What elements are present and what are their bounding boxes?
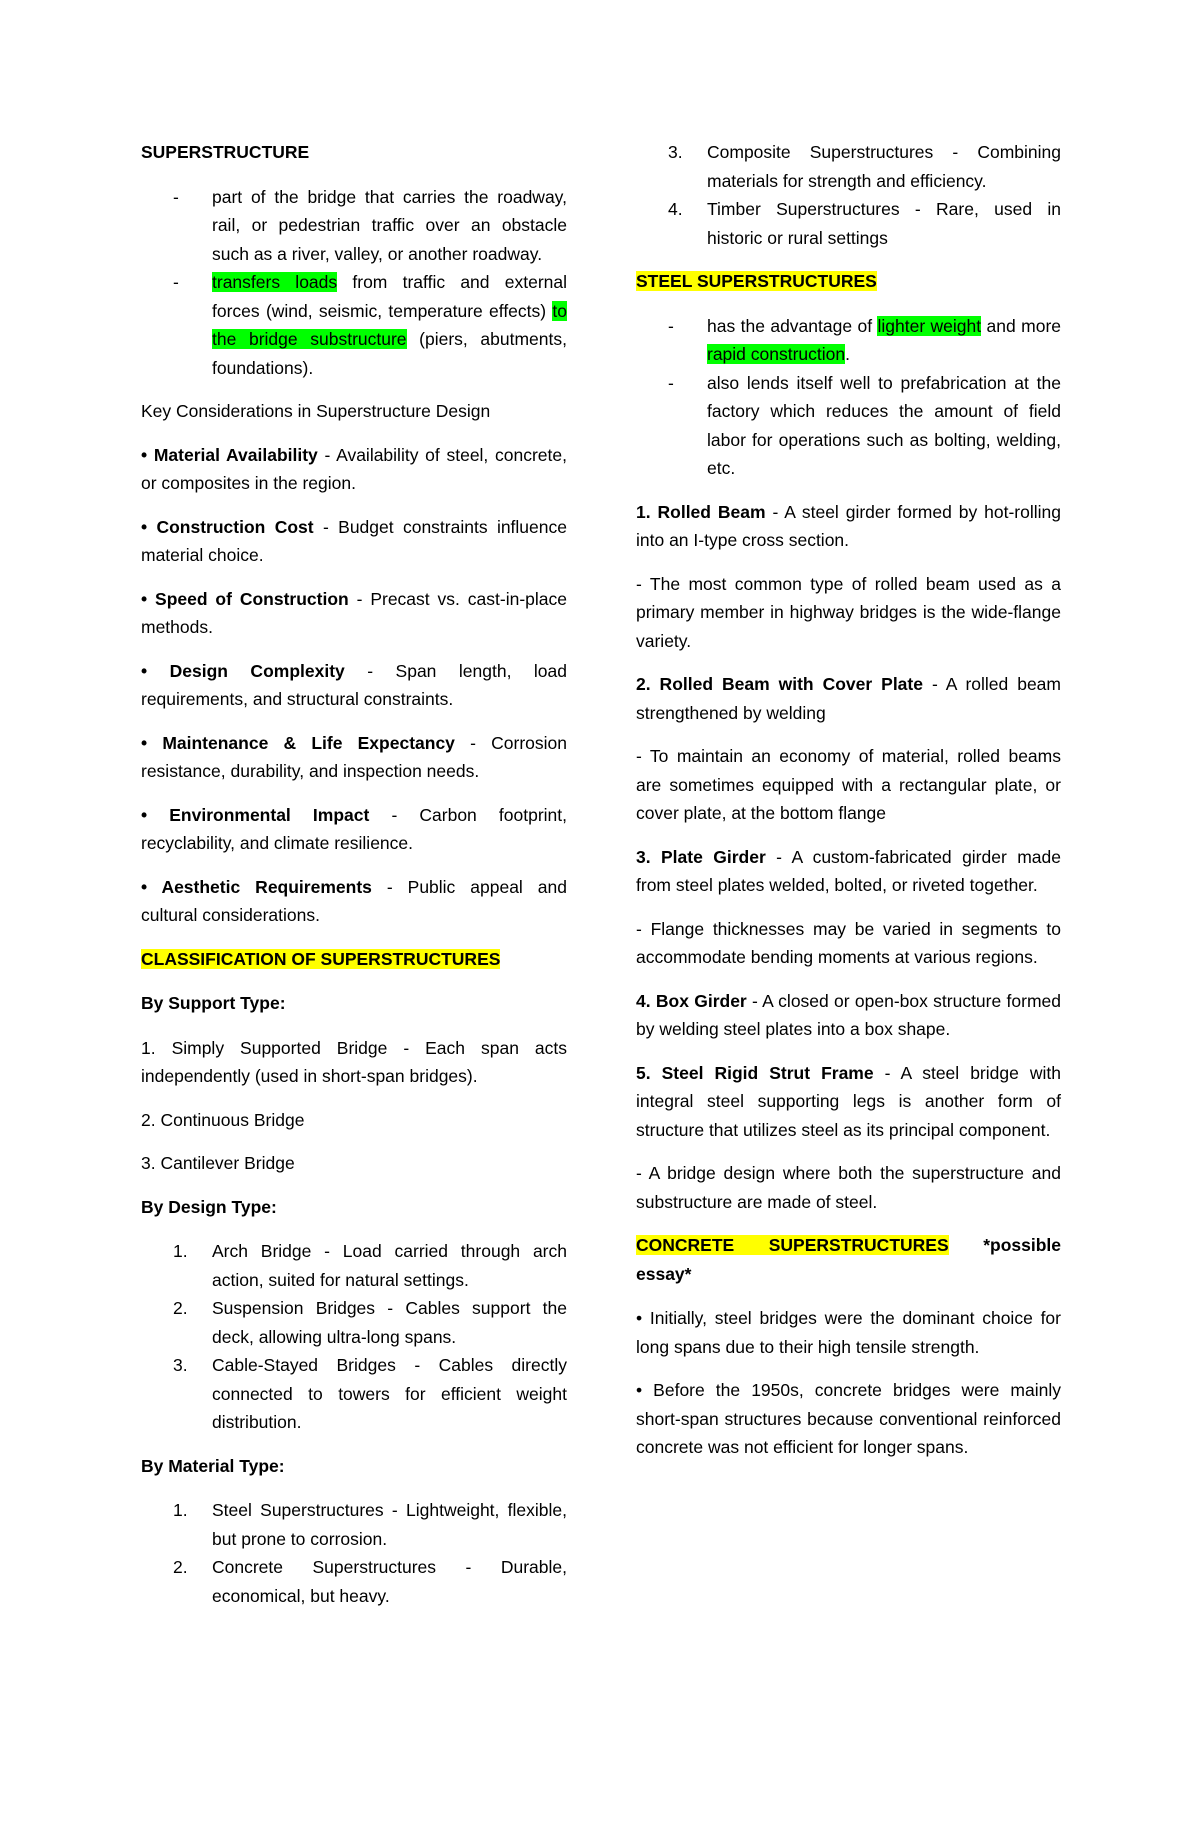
support-item: 3. Cantilever Bridge [141, 1153, 295, 1173]
list-item: - part of the bridge that carries the roadway, rail, or pedestrian traffic over an obstacle such as a river, valley, or another roadway. [141, 183, 567, 269]
highlight-green: lighter weight [877, 315, 982, 336]
material-type-list-continued [636, 138, 1061, 252]
list-item: 2. Suspension Bridges - Cables support the deck, allowing ultra-long spans. [173, 1298, 567, 1347]
superstructure-title: SUPERSTRUCTURE [141, 142, 310, 162]
left-column [141, 138, 567, 1625]
consideration-item: • Design Complexity - Span length, load requirements, and structural constraints. [141, 660, 567, 709]
list-item: 3. Composite Superstructures - Combining materials for strength and efficiency. [668, 142, 1061, 191]
concrete-point: • Before the 1950s, concrete bridges were mainly short-span structures because conventional reinforced concrete was not efficient for longer spans. [636, 1380, 1061, 1457]
consideration-item: • Environmental Impact - Carbon footprint, recyclability, and climate resilience. [141, 804, 568, 853]
support-type-title: By Support Type: [141, 993, 286, 1013]
highlight-green: transfers loads [212, 272, 338, 292]
right-column [636, 138, 1061, 1477]
highlight-green: rapid construction [707, 344, 846, 364]
rolled-beam: 1. Rolled Beam - A steel girder formed by hot-rolling into an I-type cross section. [636, 501, 1061, 550]
list-item: - transfers loads from traffic and external forces (wind, seismic, temperature effects) to the bridge substructure (piers, abutments, foundations). [141, 268, 567, 382]
cover-plate-note: - To maintain an economy of material, rolled beams are sometimes equipped with a rectangular plate, or cover plate, at the bottom flange [636, 746, 1061, 823]
steel-advantages-list [636, 312, 1061, 483]
rolled-beam-note: - The most common type of rolled beam used as a primary member in highway bridges is the wide-flange variety. [636, 573, 1061, 651]
box-girder: 4. Box Girder - A closed or open-box structure formed by welding steel plates into a box shape. [636, 990, 1061, 1039]
classification-title: CLASSIFICATION OF SUPERSTRUCTURES [141, 948, 501, 969]
concrete-point: • Initially, steel bridges were the dominant choice for long spans due to their high tensile strength. [636, 1308, 1061, 1357]
list-item: 4. Timber Superstructures - Rare, used in historic or rural settings [668, 199, 1061, 248]
design-type-list [141, 1237, 567, 1437]
consideration-item: • Construction Cost - Budget constraints influence material choice. [141, 516, 567, 565]
highlight-green: to the bridge substructure [212, 300, 567, 349]
cover-plate: 2. Rolled Beam with Cover Plate - A rolled beam strengthened by welding [636, 674, 1061, 723]
rigid-strut-note: - A bridge design where both the superstructure and substructure are made of steel. [636, 1163, 1061, 1212]
list-item: 1. Arch Bridge - Load carried through arch action, suited for natural settings. [173, 1241, 567, 1290]
material-type-list [141, 1496, 567, 1610]
design-type-title: By Design Type: [141, 1196, 277, 1217]
superstructure-definition-list [141, 183, 567, 383]
key-considerations-title: Key Considerations in Superstructure Design [141, 401, 491, 421]
list-item: 3. Cable-Stayed Bridges - Cables directly connected to towers for efficient weight distribution. [173, 1355, 567, 1432]
consideration-item: • Aesthetic Requirements - Public appeal and cultural considerations. [141, 876, 567, 925]
consideration-item: • Maintenance & Life Expectancy - Corrosion resistance, durability, and inspection needs. [141, 732, 567, 781]
list-item: - has the advantage of lighter weight and more rapid construction. [636, 312, 1061, 369]
list-item: 2. Concrete Superstructures - Durable, economical, but heavy. [173, 1557, 567, 1606]
rigid-strut-frame: 5. Steel Rigid Strut Frame - A steel bridge with integral steel supporting legs is another form of structure that utilizes steel as its principal component. [636, 1062, 1061, 1140]
list-item: - also lends itself well to prefabrication at the factory which reduces the amount of field labor for operations such as bolting, welding, etc. [636, 369, 1061, 483]
steel-superstructures-title: STEEL SUPERSTRUCTURES [636, 271, 877, 291]
plate-girder: 3. Plate Girder - A custom-fabricated girder made from steel plates welded, bolted, or riveted together. [636, 846, 1061, 895]
support-item: 1. Simply Supported Bridge - Each span acts independently (used in short-span bridges). [141, 1037, 567, 1086]
consideration-item: • Material Availability - Availability of steel, concrete, or composites in the region. [141, 444, 567, 493]
support-item: 2. Continuous Bridge [141, 1109, 305, 1130]
consideration-item: • Speed of Construction - Precast vs. cast-in-place methods. [141, 588, 567, 637]
material-type-title: By Material Type: [141, 1455, 285, 1476]
concrete-superstructures-title: CONCRETE SUPERSTRUCTURES *possible essay* [636, 1235, 1061, 1284]
plate-girder-note: - Flange thicknesses may be varied in segments to accommodate bending moments at various regions. [636, 918, 1061, 967]
list-item: 1. Steel Superstructures - Lightweight, flexible, but prone to corrosion. [173, 1500, 567, 1549]
